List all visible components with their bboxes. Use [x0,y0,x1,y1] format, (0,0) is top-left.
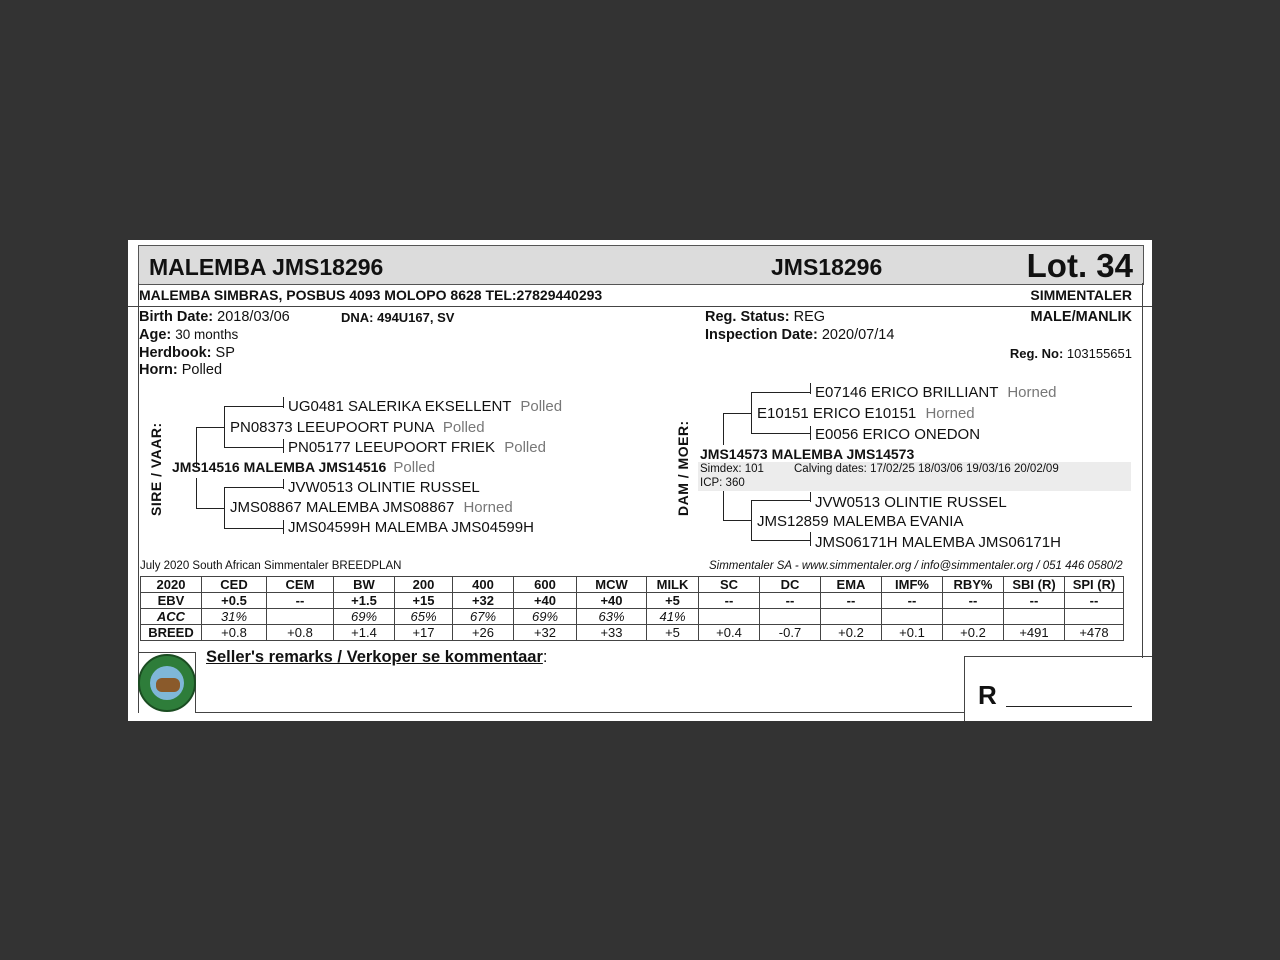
table-cell: 69% [334,609,395,625]
table-cell: +40 [577,593,647,609]
table-cell [1004,609,1065,625]
connector [751,500,811,501]
connector [224,406,284,407]
sire-sire-sire [288,398,562,415]
cow-icon [156,678,180,692]
connector [224,487,284,488]
sire-sire [230,419,485,436]
reg-status-label: Reg. Status: [705,309,790,325]
horn-status: Polled [520,398,563,415]
table-header: EMA [821,577,882,593]
connector [810,426,811,440]
table-header: MILK [647,577,699,593]
table-cell: +5 [647,593,699,609]
inspection-date-label: Inspection Date: [705,327,818,343]
sire-dam [230,499,513,516]
table-cell [943,609,1004,625]
age-label: Age: [139,327,172,343]
connector [751,392,811,393]
table-cell [267,609,334,625]
table-cell: +491 [1004,625,1065,641]
sale-card [128,240,1152,721]
frame-right [1142,283,1143,658]
table-cell: +478 [1065,625,1124,641]
sellers-remarks-heading [206,648,547,667]
horn-value: Polled [181,362,223,378]
table-cell [699,609,760,625]
connector [283,479,284,489]
dam-name: JMS14573 MALEMBA JMS14573 [700,446,915,462]
inspection-date [705,327,894,343]
connector [810,492,811,502]
table-header: 600 [514,577,577,593]
table-cell [1065,609,1124,625]
table-cell: +0.8 [267,625,334,641]
herdbook-label: Herdbook: [139,345,212,361]
connector [751,540,811,541]
sire-side-label: SIRE / VAAR: [148,422,164,516]
simmentaler-logo [138,654,196,712]
table-cell: 67% [453,609,514,625]
dam-dam: JMS12859 MALEMBA EVANIA [757,513,964,530]
table-cell: +1.4 [334,625,395,641]
table-cell: +0.2 [943,625,1004,641]
animal-reg-code: JMS18296 [771,254,883,280]
breed-row [141,625,1124,641]
reg-status [705,309,825,325]
table-header: SBI (R) [1004,577,1065,593]
horn-label: Horn: [139,362,178,378]
dam-sire-sire [815,384,1057,401]
ebv-row [141,593,1124,609]
table-cell: ACC [141,609,202,625]
table-header: CEM [267,577,334,593]
table-cell: +33 [577,625,647,641]
ebv-table [140,576,1124,641]
price-box-border [964,656,1152,657]
table-cell [882,609,943,625]
icp: ICP: 360 [700,477,745,489]
table-cell: +5 [647,625,699,641]
table-header: SC [699,577,760,593]
table-cell: +32 [453,593,514,609]
table-header: CED [202,577,267,593]
connector [196,478,197,508]
connector [723,413,724,445]
connector [283,520,284,534]
connector [751,433,811,434]
table-cell: 63% [577,609,647,625]
connector [283,439,284,453]
connector [810,532,811,546]
table-header: RBY% [943,577,1004,593]
table-cell: -- [699,593,760,609]
ebv-header-row [141,577,1124,593]
sire-dam-sire: JVW0513 OLINTIE RUSSEL [288,479,480,496]
table-header: BW [334,577,395,593]
dam-dam-dam: JMS06171H MALEMBA JMS06171H [815,534,1061,551]
birth-date-value: 2018/03/06 [217,309,290,325]
logo-frame [138,652,195,653]
remarks-baseline [195,712,965,713]
age-value: 30 months [175,327,239,342]
table-cell: -- [760,593,821,609]
sire [172,459,435,476]
owner-bar [128,284,1152,307]
connector [224,528,284,529]
reg-status-value: REG [793,309,826,325]
reg-no [1010,346,1132,361]
table-header: 200 [395,577,453,593]
table-cell: +0.1 [882,625,943,641]
horn-status: Horned [925,405,975,422]
dam-sire-dam: E0056 ERICO ONEDON [815,426,981,443]
price-label: R [978,680,997,710]
lot-number: Lot. 34 [1026,247,1133,284]
breedplan-contact: Simmentaler SA - www.simmentaler.org / info@simmentaler.org / 051 446 0580/2 [709,560,1123,572]
horn-status: Polled [504,439,546,456]
sire-name: JMS14516 MALEMBA JMS14516 [172,459,387,475]
table-cell: -- [821,593,882,609]
sex: MALE/MANLIK [1030,309,1132,325]
pedigree-name: PN05177 LEEUPOORT FRIEK [288,439,496,456]
dam-side-label: DAM / MOER: [675,420,691,516]
table-cell: +0.2 [821,625,882,641]
connector [283,397,284,408]
reg-no-label: Reg. No: [1009,346,1064,361]
table-cell: +17 [395,625,453,641]
owner-info: MALEMBA SIMBRAS, POSBUS 4093 MOLOPO 8628 TEL:27829440293 [139,287,603,303]
connector [751,500,752,541]
herdbook-value: SP [215,345,235,361]
breedplan-source: July 2020 South African Simmentaler BREEDPLAN [140,560,402,572]
table-header: 2020 [141,577,202,593]
pedigree-name: PN08373 LEEUPOORT PUNA [230,419,434,436]
simdex: Simdex: 101 [700,463,764,475]
breed-name: SIMMENTALER [1030,287,1132,303]
connector [723,491,724,521]
connector [810,383,811,394]
table-cell: +0.4 [699,625,760,641]
reg-no-value: 103155651 [1066,346,1132,361]
pedigree-name: UG0481 SALERIKA EKSELLENT [288,398,512,415]
connector [196,508,225,509]
table-cell: +26 [453,625,514,641]
horn-status: Horned [463,499,513,516]
connector [196,427,225,428]
pedigree-name: E07146 ERICO BRILLIANT [815,384,999,401]
connector [224,487,225,529]
table-cell: +32 [514,625,577,641]
table-cell: BREED [141,625,202,641]
price-input-line[interactable] [1006,706,1132,707]
table-cell: +0.8 [202,625,267,641]
horn-status: Polled [442,419,485,436]
horn-status: Polled [393,459,436,476]
pedigree-name: E10151 ERICO E10151 [757,405,917,422]
sellers-remarks-colon: : [542,648,548,666]
sire-dam-dam: JMS04599H MALEMBA JMS04599H [288,519,534,536]
birth-date-label: Birth Date: [139,309,214,325]
birth-date [139,309,290,325]
table-header: IMF% [882,577,943,593]
table-cell: 41% [647,609,699,625]
table-header: DC [760,577,821,593]
table-cell: 31% [202,609,267,625]
table-header: SPI (R) [1065,577,1124,593]
table-cell: +1.5 [334,593,395,609]
connector [723,413,752,414]
table-cell: 69% [514,609,577,625]
herdbook [139,345,235,361]
pedigree-name: JMS08867 MALEMBA JMS08867 [230,499,455,516]
horn [139,362,222,378]
dam-dam-sire: JVW0513 OLINTIE RUSSEL [815,494,1007,511]
price-box-border [964,656,965,721]
calving-dates: Calving dates: 17/02/25 18/03/06 19/03/16 20/02/09 [794,463,1059,475]
table-cell: +0.5 [202,593,267,609]
table-cell [821,609,882,625]
table-header: 400 [453,577,514,593]
table-cell: -- [267,593,334,609]
card-header [138,245,1144,285]
connector [224,447,284,448]
table-cell: -- [1004,593,1065,609]
dam-sire [757,405,975,422]
dna-info: DNA: 494U167, SV [341,310,455,325]
horn-status: Horned [1007,384,1057,401]
table-cell: 65% [395,609,453,625]
table-header: MCW [577,577,647,593]
table-cell: -- [882,593,943,609]
sire-sire-dam [288,439,546,456]
inspection-date-value: 2020/07/14 [821,327,895,343]
table-cell: -- [1065,593,1124,609]
sellers-remarks-text: Seller's remarks / Verkoper se kommentaar [206,648,543,666]
table-cell [760,609,821,625]
table-cell: EBV [141,593,202,609]
acc-row [141,609,1124,625]
table-cell: +15 [395,593,453,609]
table-cell: -- [943,593,1004,609]
animal-name: MALEMBA JMS18296 [149,254,384,280]
connector [723,520,752,521]
age [139,327,238,343]
table-cell: -0.7 [760,625,821,641]
table-cell: +40 [514,593,577,609]
